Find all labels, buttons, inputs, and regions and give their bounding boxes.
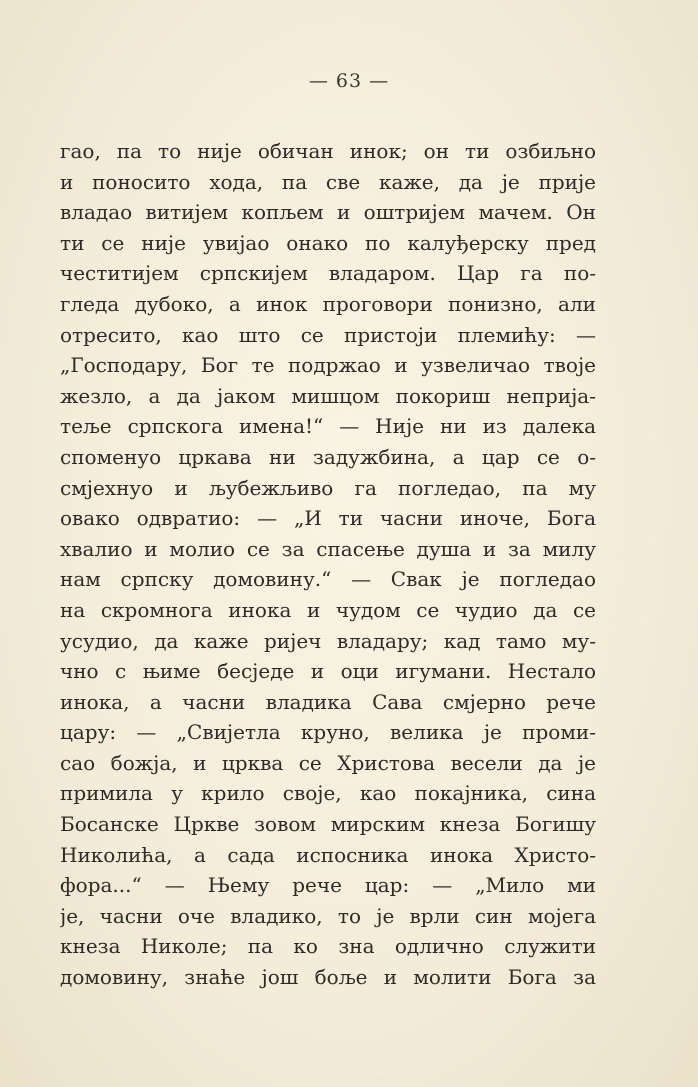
text-line: је, часни оче владико, то је врли син мојега: [60, 903, 596, 928]
text-line: гледа дубоко, а инок проговори понизно, али: [60, 291, 596, 316]
text-line: нам српску домовину.“ — Свак је погледао: [60, 567, 596, 592]
text-line: Николића, а сада испосника инока Христо-: [60, 842, 596, 867]
text-line: овако одвратио: — „И ти часни иноче, Бога: [60, 506, 596, 531]
text-line: смјехнуо и љубежљиво га погледао, па му: [60, 475, 596, 500]
body-text: [60, 136, 596, 993]
text-line: споменуо цркава ни задужбина, а цар се о-: [60, 444, 596, 469]
text-line: примила у крило своје, као покајника, сина: [60, 781, 596, 806]
text-line: чно с њиме бесједе и оци игумани. Нестало: [60, 659, 596, 684]
text-line: усудио, да каже ријеч владару; кад тамо му-: [60, 628, 596, 653]
text-line: жезло, а да јаком мишцом покориш неприја-: [60, 383, 596, 408]
page-number: — 63 —: [308, 70, 390, 92]
text-line: Босанске Цркве зовом мирским кнеза Богишу: [60, 812, 596, 837]
text-line: инока, а часни владика Сава смјерно рече: [60, 689, 596, 714]
text-line: фора...“ — Њему рече цар: — „Мило ми: [60, 873, 596, 898]
text-line: теље српскога имена!“ — Није ни из далека: [60, 414, 596, 439]
text-line: честитијем српскијем владаром. Цар га по-: [60, 261, 596, 286]
text-line: хвалио и молио се за спасење душа и за милу: [60, 536, 596, 561]
text-line: и поносито хода, па све каже, да је прије: [60, 169, 596, 194]
text-line: на скромнога инока и чудом се чудио да се: [60, 597, 596, 622]
text-line: домовину, знаће још боље и молити Бога за: [60, 965, 596, 990]
text-line: сао божја, и црква се Христова весели да је: [60, 750, 596, 775]
text-line: ти се није увијао онако по калуђерску пред: [60, 230, 596, 255]
text-line: отресито, као што се пристоји племићу: —: [60, 322, 596, 347]
text-line: владао витијем копљем и оштријем мачем. Он: [60, 200, 596, 225]
text-line: гао, па то није обичан инок; он ти озбиљно: [60, 139, 596, 163]
text-line: кнеза Николе; па ко зна одлично служити: [60, 934, 596, 959]
text-line: цару: — „Свијетла круно, велика је проми-: [60, 720, 596, 745]
text-line: „Господару, Бог те подржао и узвеличао твоје: [60, 353, 596, 378]
